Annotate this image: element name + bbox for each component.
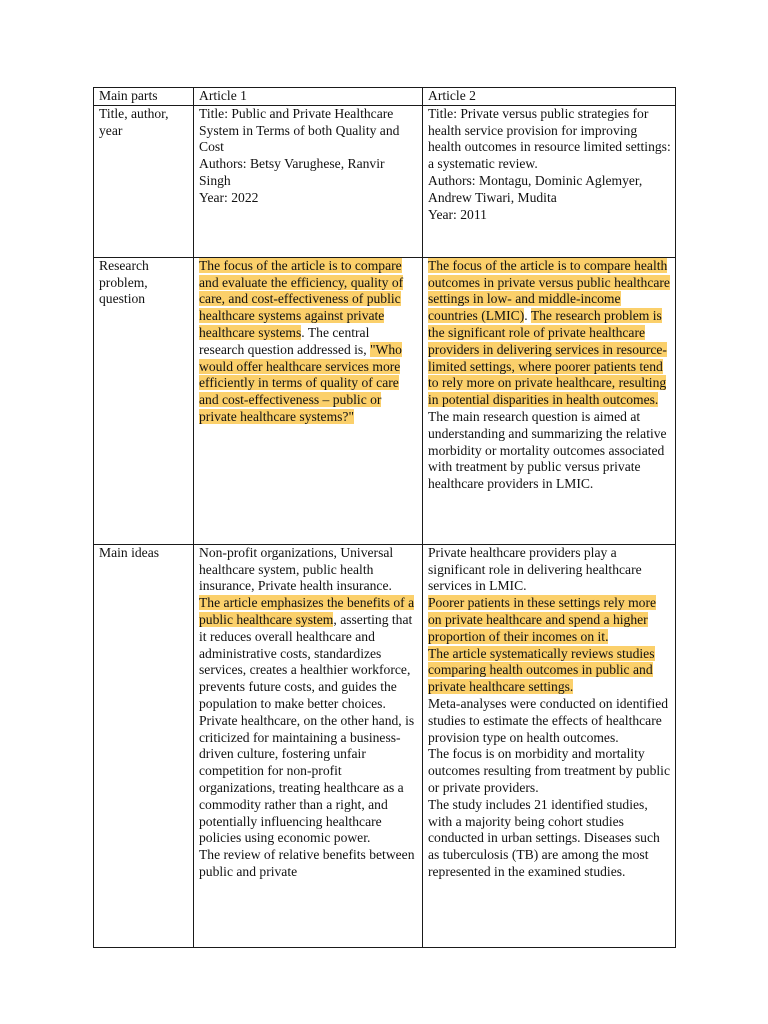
article-1-year: Year: 2022 [199, 189, 259, 205]
article-1-title-cell [194, 105, 423, 257]
body-text: . The central research question addressed is, [199, 324, 370, 357]
article-1-main-ideas-cell [194, 544, 423, 947]
highlighted-text: The article emphasizes the benefits of a public healthcare system [199, 595, 415, 627]
paragraph: Meta-analyses were conducted on identified studies to estimate the effects of healthcare provision type on health outcomes. [428, 695, 669, 745]
header-article-1: Article 1 [194, 88, 423, 106]
highlighted-text: "Who would offer healthcare services more efficiently in terms of quality of care and cost-effectiveness – public or private healthcare systems?" [199, 341, 402, 424]
article-1-research-cell [194, 257, 423, 544]
paragraph [199, 595, 418, 713]
paragraph [428, 595, 671, 645]
paragraph: The study includes 21 identified studies, with a majority being cohort studies conducted in urban settings. Diseases such as tuberculosis (TB) are among the most represented in the examined studies. [428, 796, 660, 879]
paragraph: Private healthcare, on the other hand, is criticized for maintaining a business-driven culture, fostering unfair competition for non-profit organizations, treating healthcare as a commodity rather than a right, and potentially influencing healthcare policies using economic power. [199, 712, 415, 846]
article-1-authors: Authors: Betsy Varughese, Ranvir Singh [199, 156, 385, 188]
row-label-line: year [99, 122, 123, 138]
article-2-title-cell [423, 105, 676, 257]
row-label-line: question [99, 291, 146, 307]
row-label-line: Title, author, [99, 105, 169, 121]
highlighted-text: Poorer patients in these settings rely more on private healthcare and spend a higher proportion of their incomes on it. [428, 595, 657, 644]
header-article-2: Article 2 [423, 88, 676, 106]
paragraph: The review of relative benefits between public and private [199, 847, 415, 879]
highlighted-text: The focus of the article is to compare health outcomes in private versus public healthcare settings in low- and middle-income countries (LMIC) [428, 257, 670, 324]
header-main-parts: Main parts [94, 88, 194, 106]
highlighted-text: The article systematically reviews studies comparing health outcomes in public and private healthcare settings. [428, 645, 655, 695]
article-2-research-cell [423, 257, 676, 544]
article-2-year: Year: 2011 [428, 206, 487, 222]
highlighted-text: The focus of the article is to compare and evaluate the efficiency, quality of care, and cost-effectiveness of public healthcare systems against private healthcare systems [199, 257, 404, 340]
row-label-main-ideas: Main ideas [94, 544, 194, 947]
article-2-authors: Authors: Montagu, Dominic Aglemyer, Andrew Tiwari, Mudita [428, 172, 643, 205]
body-text: The main research question is aimed at understanding and summarizing the relative morbidity or mortality outcomes associated with treatment by public versus private healthcare providers in LMIC. [428, 408, 667, 492]
row-label-research-problem [94, 257, 194, 544]
comparison-table [93, 87, 676, 948]
paragraph: The focus is on morbidity and mortality outcomes resulting from treatment by public or private providers. [428, 746, 670, 795]
paragraph: Non-profit organizations, Universal healthcare system, public health insurance, Private health insurance. [199, 544, 394, 594]
table-header-row [94, 88, 676, 106]
body-text: , asserting that it reduces overall healthcare and administrative costs, standardizes services, creates a healthier workforce, prevents future costs, and guides the population to make better choices. [199, 611, 413, 711]
article-1-title: Title: Public and Private Healthcare System in Terms of both Quality and Cost [199, 105, 400, 155]
article-2-main-ideas-cell [423, 544, 676, 947]
highlighted-text: The research problem is the significant role of private healthcare providers in delivering services in resource-limited settings, where poorer patients tend to rely more on private healthcare, resulting in potential disparities in health outcomes. [428, 308, 667, 408]
paragraph: Private healthcare providers play a significant role in delivering healthcare services in LMIC. [428, 544, 642, 594]
body-text: . [524, 308, 531, 324]
row-label-line: Research problem, [99, 257, 149, 290]
paragraph [428, 646, 671, 696]
table-row [94, 105, 676, 257]
article-2-title: Title: Private versus public strategies for health service provision for improving health outcomes in resource limited settings: a systematic review. [428, 105, 671, 172]
table-row [94, 257, 676, 544]
table-row [94, 544, 676, 947]
row-label-title-author-year [94, 105, 194, 257]
